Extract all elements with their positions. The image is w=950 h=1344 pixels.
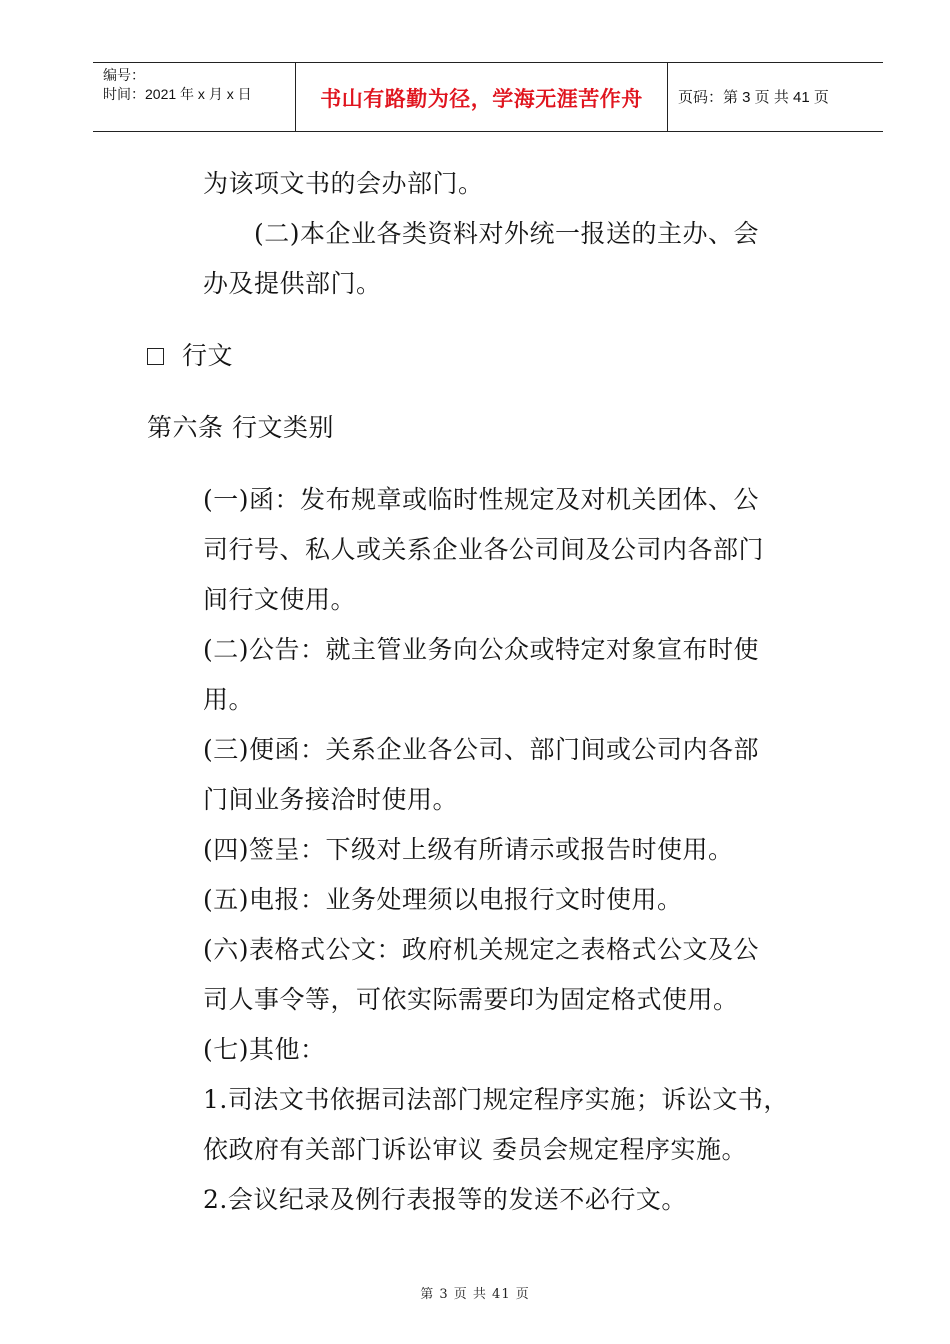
- body-line: 门间业务接洽时使用。: [203, 785, 459, 814]
- body-line: (五)电报：业务处理须以电报行文时使用。: [203, 885, 683, 914]
- body-line: 用。: [203, 685, 255, 714]
- body-line: (六)表格式公文：政府机关规定之表格式公文及公: [203, 935, 760, 964]
- body-line: (四)签呈：下级对上级有所请示或报告时使用。: [203, 835, 734, 864]
- body-line: 司人事令等，可依实际需要印为固定格式使用。: [203, 985, 739, 1014]
- header-page-info: 页码：第 3 页 共 41 页: [678, 89, 829, 106]
- header-motto: 书山有路勤为径，学海无涯苦作舟: [320, 87, 643, 111]
- body-line: 司行号、私人或关系企业各公司间及公司内各部门: [203, 535, 765, 564]
- body-line: 为该项文书的会办部门。: [203, 169, 484, 198]
- page-footer: 第 3 页 共 41 页: [420, 1287, 530, 1302]
- body-line: 依政府有关部门诉讼审议 委员会规定程序实施。: [203, 1135, 747, 1164]
- body-line: (一)函：发布规章或临时性规定及对机关团体、公: [203, 485, 760, 514]
- body-line: 2.会议纪录及例行表报等的发送不必行文。: [203, 1185, 687, 1214]
- header-page-cell: [668, 63, 883, 131]
- section-heading-text: 行文: [182, 341, 234, 370]
- section-heading: [147, 340, 233, 372]
- header-motto-cell: [295, 63, 668, 131]
- body-line: (二)公告：就主管业务向公众或特定对象宣布时使: [203, 635, 760, 664]
- checkbox-square-icon: [147, 348, 164, 365]
- article-heading: 第六条 行文类别: [147, 413, 334, 442]
- body-line: (三)便函：关系企业各公司、部门间或公司内各部: [203, 735, 760, 764]
- body-line: 1.司法文书依据司法部门规定程序实施；诉讼文书，: [203, 1085, 789, 1114]
- body-line: 间行文使用。: [203, 585, 357, 614]
- body-line: (七)其他：: [203, 1035, 326, 1064]
- document-number-label: 编号：: [103, 67, 145, 83]
- body-line: (二)本企业各类资料对外统一报送的主办、会: [254, 219, 760, 248]
- header-meta-cell: [93, 63, 295, 131]
- document-time-label: 时间：2021 年 x 月 x 日: [103, 86, 252, 102]
- document-header: [93, 62, 883, 132]
- body-line: 办及提供部门。: [203, 269, 382, 298]
